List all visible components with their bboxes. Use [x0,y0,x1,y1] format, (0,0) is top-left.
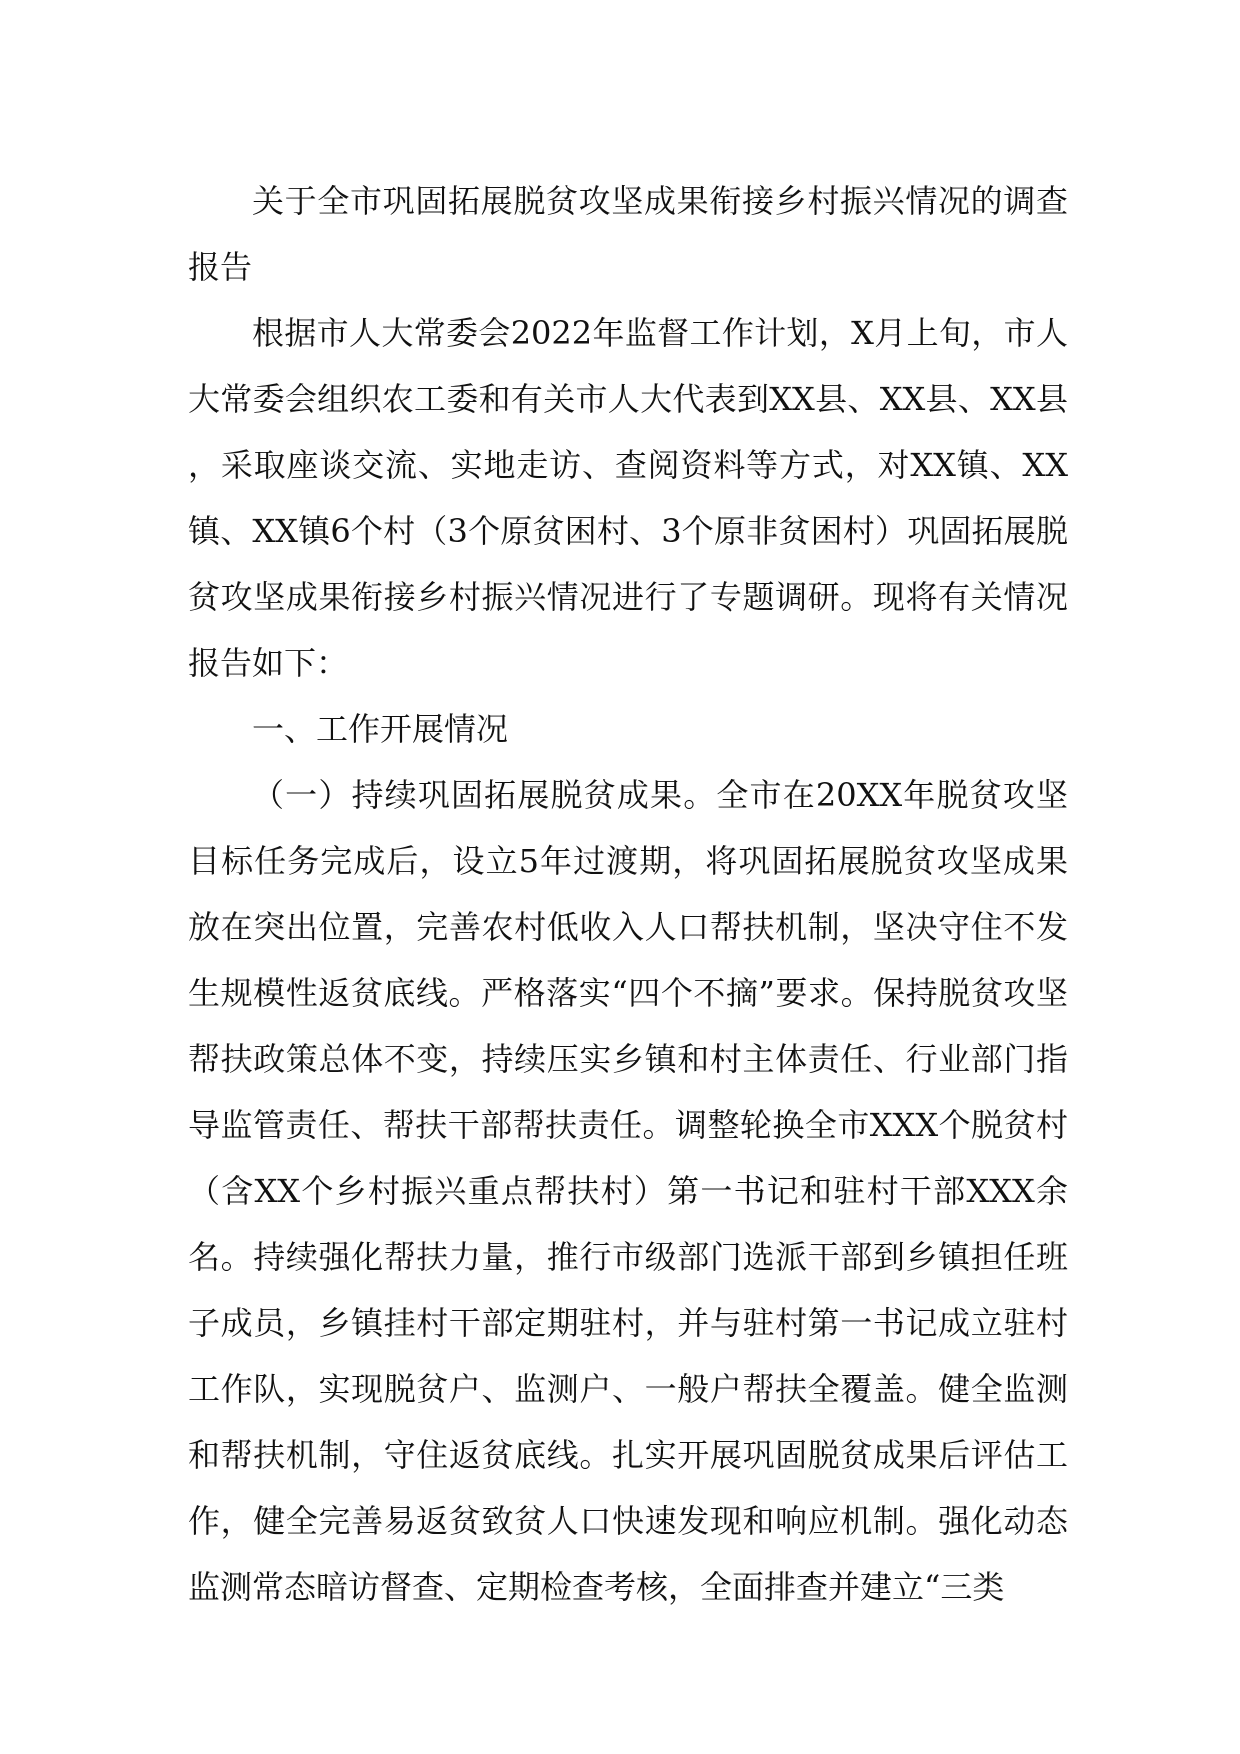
document-body [188,168,1068,1620]
section-heading: 一、工作开展情况 [252,710,509,748]
intro-paragraph: 根据市人大常委会2022年监督工作计划，X月上旬，市人大常委会组织农工委和有关市人大代表到XX县、XX县、XX县，采取座谈交流、实地走访、查阅资料等方式，对XX镇、XX镇、XX镇6个村（3个原贫困村、3个原非贫困村）巩固拓展脱贫攻坚成果衔接乡村振兴情况进行了专题调研。现将有关情况报告如下： [188,314,1068,682]
document-title: 关于全市巩固拓展脱贫攻坚成果衔接乡村振兴情况的调查报告 [188,182,1068,286]
subsection-paragraph: （一）持续巩固拓展脱贫成果。全市在20XX年脱贫攻坚目标任务完成后，设立5年过渡期，将巩固拓展脱贫攻坚成果放在突出位置，完善农村低收入人口帮扶机制，坚决守住不发生规模性返贫底线。严格落实“四个不摘”要求。保持脱贫攻坚帮扶政策总体不变，持续压实乡镇和村主体责任、行业部门指导监管责任、帮扶干部帮扶责任。调整轮换全市XXX个脱贫村（含XX个乡村振兴重点帮扶村）第一书记和驻村干部XXX余名。持续强化帮扶力量，推行市级部门选派干部到乡镇担任班子成员，乡镇挂村干部定期驻村，并与驻村第一书记成立驻村工作队，实现脱贫户、监测户、一般户帮扶全覆盖。健全监测和帮扶机制，守住返贫底线。扎实开展巩固脱贫成果后评估工作，健全完善易返贫致贫人口快速发现和响应机制。强化动态监测常态暗访督查、定期检查考核，全面排查并建立“三类 [188,776,1068,1606]
